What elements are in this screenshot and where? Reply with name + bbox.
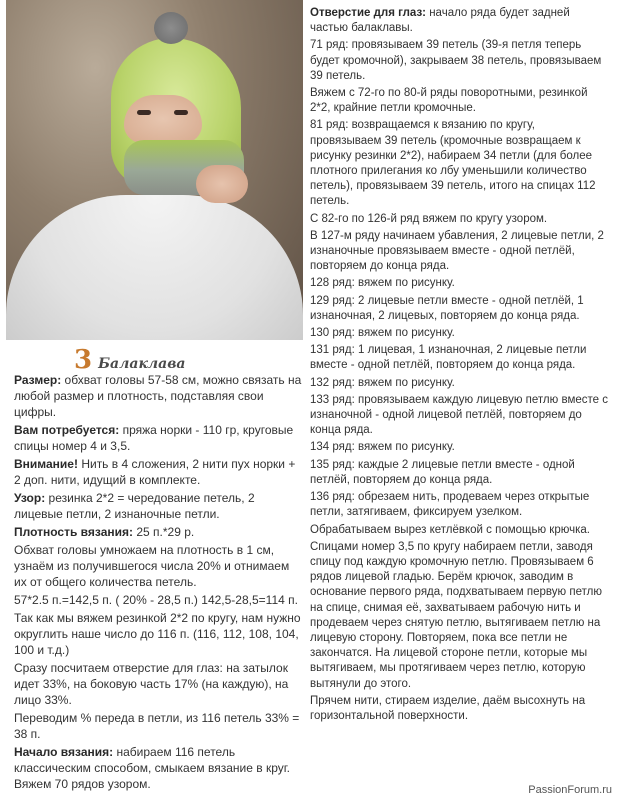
row-133: 133 ряд: провязываем каждую лицевую петлю вместе с изнаночной - одной лицевой петлёй, повторяем до конца ряда. (310, 393, 608, 437)
photo-eye-right (174, 110, 188, 115)
label-eye-hole: Отверстие для глаз: (310, 7, 427, 19)
row-135: 135 ряд: каждые 2 лицевые петли вместе - одной петлёй, повторяем до конца ряда. (310, 458, 575, 486)
photo-eye-left (137, 110, 151, 115)
rows-82-126: С 82-го по 126-й ряд вяжем по кругу узором. (310, 212, 548, 225)
paragraph-start (14, 744, 302, 792)
row-71: 71 ряд: провязываем 39 петель (39-я петля теперь будет кромочной), закрываем 38 петель, провязываем 39 петель. (310, 39, 602, 82)
photo-hand (196, 165, 248, 203)
paragraph-materials (14, 422, 302, 454)
balaclava-photo (6, 0, 303, 340)
section-number: 3 (74, 345, 93, 375)
row-132: 132 ряд: вяжем по рисунку. (310, 376, 455, 389)
paragraph-attention (14, 456, 302, 488)
text-pattern: резинка 2*2 = чередование петель, 2 лицевые петли, 2 изнаночные петли. (14, 491, 255, 521)
left-column (14, 345, 302, 794)
photo-face (124, 95, 202, 143)
paragraph-calc-intro: Обхват головы умножаем на плотность в 1 см, узнаём из получившегося числа 20% и отнимаем их от общего количества петель. (14, 543, 290, 589)
paragraph-pattern (14, 490, 302, 522)
row-128: 128 ряд: вяжем по рисунку. (310, 277, 455, 290)
row-81: 81 ряд: возвращаемся к вязанию по кругу, провязываем 39 петель (кромочные возвращаем к рисунку резинки 2*2), набираем 34 петли (для более плотного прилегания ко лбу уменьшили количество петель), провязываем 39 петель, итого на спицах 112 петель. (310, 119, 596, 208)
label-gauge: Плотность вязания: (14, 525, 134, 539)
paragraph-rounding: Так как мы вяжем резинкой 2*2 по кругу, нам нужно округлить наше число до 116 п. (116, 112, 108, 104, 100 и т.д.) (14, 611, 301, 657)
section-heading (14, 345, 302, 375)
text-attention: Нить в 4 сложения, 2 нити пух норки + 2 доп. нити, идущий в комплекте. (14, 457, 296, 487)
text-size: обхват головы 57-58 см, можно связать на любой размер и плотность, подставляя свои цифры. (14, 373, 302, 419)
right-column (310, 6, 608, 726)
paragraph-front-stitches: Переводим % переда в петли, из 116 петель 33% = 38 п. (14, 711, 300, 741)
section-title: Балаклава (98, 356, 186, 372)
paragraph-eye-opening: Сразу посчитаем отверстие для глаз: на затылок идет 33%, на боковую часть 17% (на каждую), на лицо 33%. (14, 661, 289, 707)
row-131: 131 ряд: 1 лицевая, 1 изнаночная, 2 лицевые петли вместе - одной петлёй, повторяем до конца ряда. (310, 344, 587, 372)
label-start: Начало вязания: (14, 745, 114, 759)
paragraph-eye-hole (310, 6, 608, 36)
paragraph-finishing: Прячем нити, стираем изделие, даём высохнуть на горизонтальной поверхности. (310, 694, 586, 722)
text-materials: пряжа норки - 110 гр, круговые спицы номер 4 и 3,5. (14, 423, 294, 453)
label-attention: Внимание! (14, 457, 78, 471)
paragraph-gauge (14, 524, 302, 540)
row-130: 130 ряд: вяжем по рисунку. (310, 327, 455, 340)
text-gauge: 25 п.*29 р. (133, 525, 195, 539)
row-134: 134 ряд: вяжем по рисунку. (310, 441, 455, 454)
paragraph-calc-formula: 57*2.5 п.=142,5 п. ( 20% - 28,5 п.) 142,5-28,5=114 п. (14, 593, 298, 607)
paragraph-edging-detail: Спицами номер 3,5 по кругу набираем петли, заводя спицу под каждую кромочную петлю. Провязываем 6 рядов лицевой гладью. Берём крючок, заводим в основание первого ряда, подхватываем первую петлю на спице, снимая её, захватываем рабочую нить и продеваем через снятую петлю, вытягиваем петлю на лицевую сторону. Повторяем, пока все петли не закончатся. На лицевой стороне петли, которые мы вытягиваем, мы протягиваем через петлю, которую вытянули до этого. (310, 540, 602, 690)
paragraph-size (14, 372, 302, 420)
row-136: 136 ряд: обрезаем нить, продеваем через открытые петли, затягиваем, фиксируем узелком. (310, 491, 590, 519)
paragraph-edging: Обрабатываем вырез кетлёвкой с помощью крючка. (310, 523, 590, 536)
watermark: PassionForum.ru (528, 784, 612, 796)
rows-72-80: Вяжем с 72-го по 80-й ряды поворотными, резинкой 2*2, крайние петли кромочные. (310, 87, 588, 115)
label-materials: Вам потребуется: (14, 423, 120, 437)
row-129: 129 ряд: 2 лицевые петли вместе - одной петлёй, 1 изнаночная, 2 лицевых, повторяем до конца ряда. (310, 294, 584, 322)
label-size: Размер: (14, 373, 62, 387)
label-pattern: Узор: (14, 491, 46, 505)
text-eye-hole: начало ряда будет задней частью балаклавы. (310, 7, 570, 35)
text-start: набираем 116 петель классическим способом, смыкаем вязание в круг. Вяжем 70 рядов узором. (14, 745, 290, 791)
photo-pompom (154, 12, 188, 44)
row-127: В 127-м ряду начинаем убавления, 2 лицевые петли, 2 изнаночные провязываем вместе - одной петлёй, повторяем до конца ряда. (310, 229, 604, 273)
